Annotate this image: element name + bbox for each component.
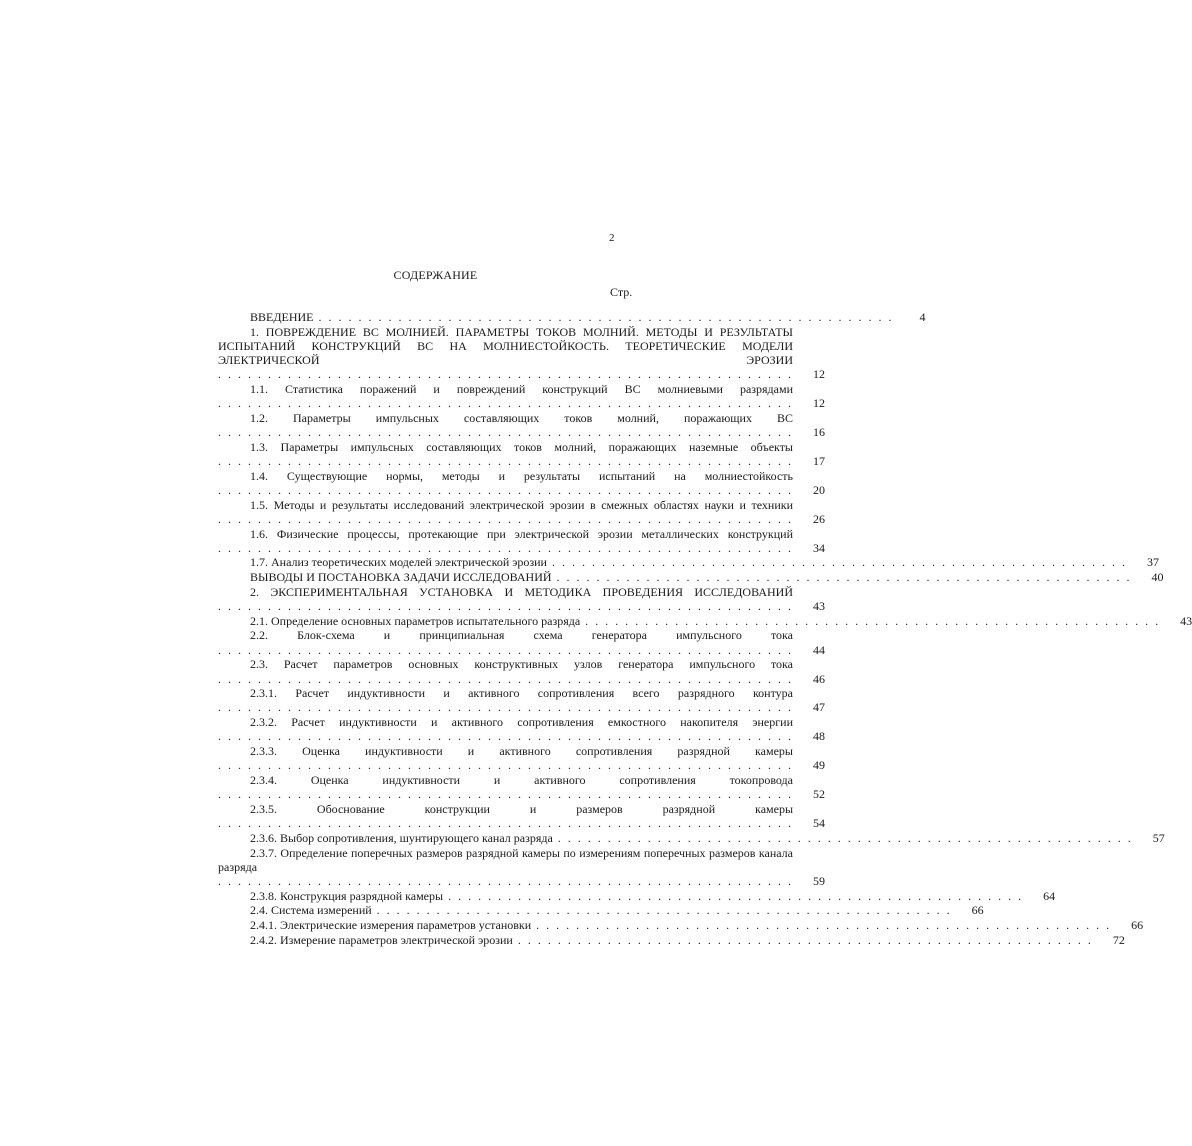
toc-entry [218,903,984,918]
toc-entry-title: 2.4.2. Измерение параметров электрической эрозии [250,932,513,947]
toc-entry-page: 66 [971,903,984,918]
toc-entry-page: 12 [813,396,825,411]
toc-leader-dots: . . . . . . . . . . . . . . . . . . . . . . . . . . . . . . . . . . . . . . . . . . . . . . . . . . . . . . . . . . [552,830,1133,845]
toc-entry-title: 2.4.1. Электрические измерения параметров установки [250,918,532,933]
toc-entry [218,686,825,715]
toc-entry-title: 1.4. Существующие нормы, методы и результаты испытаний на молниестойкость [250,468,793,483]
toc-entry-title: 1.1. Статистика поражений и повреждений конструкций ВС молниевыми разрядами [250,382,793,397]
toc-entry-title: 2.3.6. Выбор сопротивления, шунтирующего канал разряда [250,830,553,845]
toc-entry-page: 20 [813,482,825,497]
toc-leader-dots: . . . . . . . . . . . . . . . . . . . . . . . . . . . . . . . . . . . . . . . . . . . . . . . . . . . . . . . . . . [218,816,793,831]
toc-entry [218,570,1164,585]
toc-entry [218,584,825,614]
toc-entry-page: 48 [813,729,825,744]
toc-entry-title: 1. ПОВРЕЖДЕНИЕ ВС МОЛНИЕЙ. ПАРАМЕТРЫ ТОКОВ МОЛНИЙ. МЕТОДЫ И РЕЗУЛЬТАТЫ ИСПЫТАНИЙ КОНСТРУКЦИЙ ВС НА МОЛНИЕСТОЙКОСТЬ. ТЕОРЕТИЧЕСКИЕ МОДЕЛИ ЭЛЕКТРИЧЕСКОЙ ЭРОЗИИ [218,324,793,368]
toc-entry-title: 1.5. Методы и результаты исследований электрической эрозии в смежных областях науки и техники [250,497,793,512]
toc-entry-page: 54 [813,816,825,831]
toc-leader-dots: . . . . . . . . . . . . . . . . . . . . . . . . . . . . . . . . . . . . . . . . . . . . . . . . . . . . . . . . . . [218,425,793,440]
toc-entry-title: 2.2. Блок-схема и принципиальная схема генератора импульсного тока [250,628,793,643]
toc-entry-page: 49 [813,758,825,773]
toc-leader-dots: . . . . . . . . . . . . . . . . . . . . . . . . . . . . . . . . . . . . . . . . . . . . . . . . . . . . . . . . . . [218,599,793,614]
toc-entry-page: 26 [813,511,825,526]
toc-leader-dots: . . . . . . . . . . . . . . . . . . . . . . . . . . . . . . . . . . . . . . . . . . . . . . . . . . . . . . . . . . [218,540,793,555]
toc-entry [218,830,1165,845]
toc-leader-dots: . . . . . . . . . . . . . . . . . . . . . . . . . . . . . . . . . . . . . . . . . . . . . . . . . . . . . . . . . . [218,700,793,715]
toc-entry [218,497,825,526]
toc-entry-page: 17 [813,454,825,469]
toc-entry-title: 1.3. Параметры импульсных составляющих токов молний, поражающих наземные объекты [250,439,793,454]
toc-leader-dots: . . . . . . . . . . . . . . . . . . . . . . . . . . . . . . . . . . . . . . . . . . . . . . . . . . . . . . . . . . [218,482,793,497]
page-column-label: Стр. [610,285,633,299]
toc-leader-dots: . . . . . . . . . . . . . . . . . . . . . . . . . . . . . . . . . . . . . . . . . . . . . . . . . . . . . . . . . . [218,758,793,773]
toc-leader-dots: . . . . . . . . . . . . . . . . . . . . . . . . . . . . . . . . . . . . . . . . . . . . . . . . . . . . . . . . . . [313,310,894,324]
toc-entry-page: 43 [1180,613,1192,628]
toc-leader-dots: . . . . . . . . . . . . . . . . . . . . . . . . . . . . . . . . . . . . . . . . . . . . . . . . . . . . . . . . . . [218,642,793,657]
toc-entry-title: 2.3.1. Расчет индуктивности и активного сопротивления всего разрядного контура [250,686,793,701]
toc-entry [218,439,825,469]
toc-entry-page: 46 [813,671,825,686]
toc-entry-title: 1.7. Анализ теоретических моделей электрической эрозии [250,555,547,570]
toc-entry [218,744,825,773]
toc-entry-title: ВВЕДЕНИЕ [250,310,314,324]
toc-entry-page: 37 [1146,555,1159,570]
toc-leader-dots: . . . . . . . . . . . . . . . . . . . . . . . . . . . . . . . . . . . . . . . . . . . . . . . . . . . . . . . . . . [218,787,793,802]
toc-entry-page: 66 [1131,918,1144,933]
toc-leader-dots: . . . . . . . . . . . . . . . . . . . . . . . . . . . . . . . . . . . . . . . . . . . . . . . . . . . . . . . . . . [371,903,952,918]
toc-entry-page: 12 [813,367,825,382]
toc-entry [218,526,825,555]
toc-entry-title: 2.3.3. Оценка индуктивности и активного сопротивления разрядной камеры [250,744,793,759]
toc-entry [218,657,825,686]
toc-entry-page: 59 [813,873,825,888]
toc-entry-title: 2.3.2. Расчет индуктивности и активного сопротивления емкостного накопителя энергии [250,715,793,730]
toc-entry [218,324,825,382]
toc-entry [218,801,825,831]
toc-entry-title: 2.3.5. Обоснование конструкции и размеров разрядной камеры [250,801,793,816]
toc-leader-dots: . . . . . . . . . . . . . . . . . . . . . . . . . . . . . . . . . . . . . . . . . . . . . . . . . . . . . . . . . . [218,873,793,888]
toc-entry [218,468,825,497]
toc-entry-title: 2. ЭКСПЕРИМЕНТАЛЬНАЯ УСТАНОВКА И МЕТОДИКА ПРОВЕДЕНИЯ ИССЛЕДОВАНИЙ [250,584,793,599]
toc-entry [218,773,825,802]
toc-entry [218,382,825,411]
toc-entry-page: 72 [1112,932,1125,947]
page-title: СОДЕРЖАНИЕ [393,268,478,282]
toc-entry-page: 57 [1152,830,1165,845]
toc-entry-title: 1.2. Параметры импульсных составляющих токов молний, поражающих ВС [250,410,793,425]
toc-entry-page: 47 [813,700,825,715]
toc-entry [218,310,926,324]
toc-entry-page: 44 [813,642,825,657]
toc-entry [218,555,1159,570]
toc-leader-dots: . . . . . . . . . . . . . . . . . . . . . . . . . . . . . . . . . . . . . . . . . . . . . . . . . . . . . . . . . . [551,570,1132,585]
toc-leader-dots: . . . . . . . . . . . . . . . . . . . . . . . . . . . . . . . . . . . . . . . . . . . . . . . . . . . . . . . . . . [218,729,793,744]
toc-entry-title: 2.1. Определение основных параметров испытательного разряда [250,613,581,628]
toc-leader-dots: . . . . . . . . . . . . . . . . . . . . . . . . . . . . . . . . . . . . . . . . . . . . . . . . . . . . . . . . . . [580,613,1161,628]
toc-entry [218,613,1192,628]
toc-leader-dots: . . . . . . . . . . . . . . . . . . . . . . . . . . . . . . . . . . . . . . . . . . . . . . . . . . . . . . . . . . [443,888,1024,903]
toc-entry-page: 4 [919,310,926,324]
toc-entry-page: 52 [813,787,825,802]
toc-leader-dots: . . . . . . . . . . . . . . . . . . . . . . . . . . . . . . . . . . . . . . . . . . . . . . . . . . . . . . . . . . [218,367,793,382]
toc-entry-page: 16 [813,425,825,440]
toc-entry-title: 2.3.4. Оценка индуктивности и активного сопротивления токопровода [250,773,793,787]
toc-leader-dots: . . . . . . . . . . . . . . . . . . . . . . . . . . . . . . . . . . . . . . . . . . . . . . . . . . . . . . . . . . [218,454,793,469]
toc-entry-page: 64 [1043,888,1056,903]
toc-entry [218,888,1056,903]
toc-entry-title: 2.3.8. Конструкция разрядной камеры [250,888,444,903]
toc-entry [218,932,1125,947]
toc-leader-dots: . . . . . . . . . . . . . . . . . . . . . . . . . . . . . . . . . . . . . . . . . . . . . . . . . . . . . . . . . . [546,555,1127,570]
table-of-contents [218,310,1192,947]
page-number: 2 [609,232,615,244]
toc-entry-page: 40 [1151,570,1164,585]
toc-leader-dots: . . . . . . . . . . . . . . . . . . . . . . . . . . . . . . . . . . . . . . . . . . . . . . . . . . . . . . . . . . [218,671,793,686]
toc-entry-title: 1.6. Физические процессы, протекающие при электрической эрозии металлических конструкций [250,526,793,541]
toc-entry [218,918,1144,933]
toc-entry-title: 2.3.7. Определение поперечных размеров разрядной камеры по измерениям поперечных размеров канала разряда [218,845,793,874]
toc-leader-dots: . . . . . . . . . . . . . . . . . . . . . . . . . . . . . . . . . . . . . . . . . . . . . . . . . . . . . . . . . . [218,511,793,526]
toc-entry-title: ВЫВОДЫ И ПОСТАНОВКА ЗАДАЧИ ИССЛЕДОВАНИЙ [250,570,552,585]
toc-leader-dots: . . . . . . . . . . . . . . . . . . . . . . . . . . . . . . . . . . . . . . . . . . . . . . . . . . . . . . . . . . [512,932,1093,947]
toc-entry [218,715,825,744]
toc-entry-page: 43 [813,599,825,614]
toc-leader-dots: . . . . . . . . . . . . . . . . . . . . . . . . . . . . . . . . . . . . . . . . . . . . . . . . . . . . . . . . . . [218,396,793,411]
toc-entry-page: 34 [813,540,825,555]
toc-entry [218,410,825,440]
toc-entry [218,628,825,657]
toc-leader-dots: . . . . . . . . . . . . . . . . . . . . . . . . . . . . . . . . . . . . . . . . . . . . . . . . . . . . . . . . . . [531,918,1112,933]
toc-entry-title: 2.4. Система измерений [250,903,372,918]
toc-entry [218,845,825,889]
toc-entry-title: 2.3. Расчет параметров основных конструктивных узлов генератора импульсного тока [250,657,793,672]
